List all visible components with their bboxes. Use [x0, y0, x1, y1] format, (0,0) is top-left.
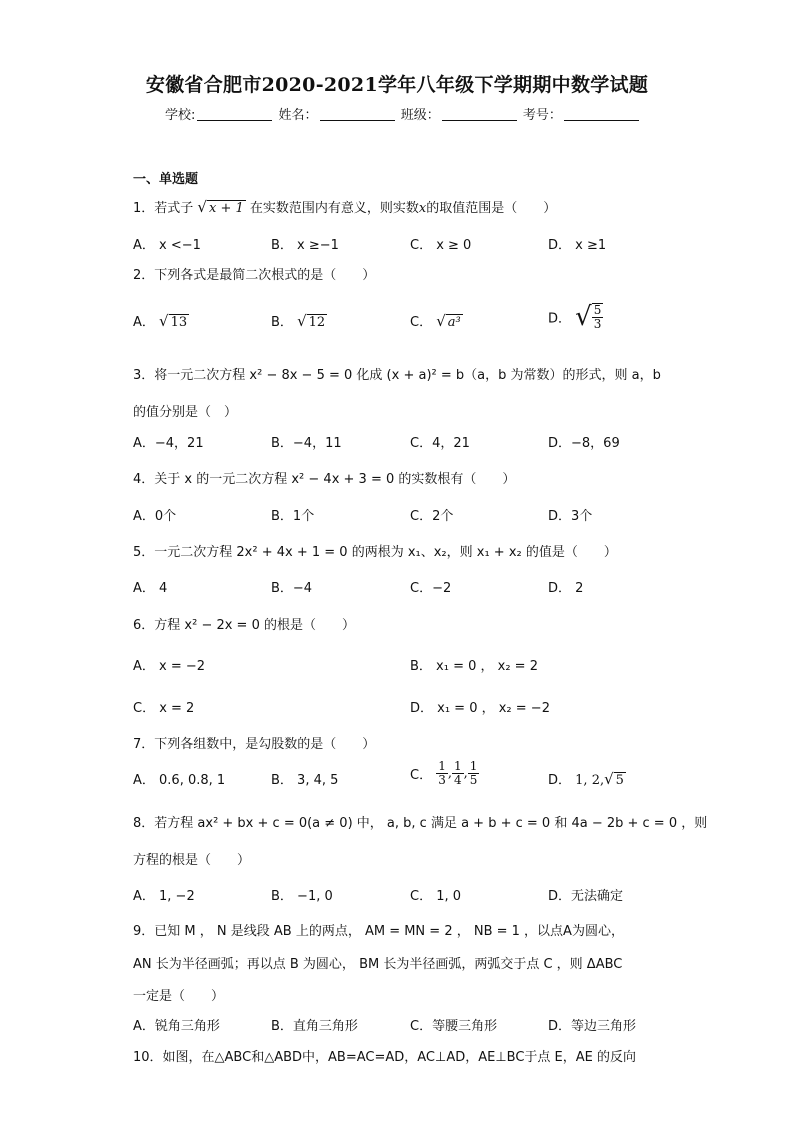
- fraction-1-5: $\frac{1}{5}$: [469, 759, 478, 787]
- denominator: 3: [593, 317, 602, 331]
- question-8-line2: 方程的根是（ ）: [133, 853, 251, 868]
- q9-option-b[interactable]: B．直角三角形: [271, 1019, 358, 1034]
- question-1: [133, 197, 556, 217]
- question-10: 10．如图，在△ABC和△ABD中，AB=AC=AD，AC⊥AD，AE⊥BC于点 E，AE 的反向: [133, 1050, 637, 1065]
- class-blank[interactable]: [442, 108, 517, 121]
- q5-option-d[interactable]: D． 2: [548, 581, 584, 596]
- q4-option-d[interactable]: D．3个: [548, 509, 593, 524]
- sqrt-sign: √: [436, 312, 446, 330]
- q6-option-b[interactable]: B． x₁ = 0 ， x₂ = 2: [410, 659, 538, 674]
- question-8-line1: 8．若方程 ax² + bx + c = 0(a ≠ 0) 中， a, b, c 满足 a + b + c = 0 和 4a − 2b + c = 0 ，则: [133, 816, 708, 831]
- q8-option-c[interactable]: C． 1, 0: [410, 889, 462, 904]
- numerator: 5: [593, 303, 602, 317]
- q1-text: 1．若式子: [133, 201, 194, 216]
- q4-option-c[interactable]: C．2个: [410, 509, 454, 524]
- q1-option-d[interactable]: D． x ≥1: [548, 238, 607, 253]
- q2-option-b[interactable]: [271, 311, 327, 331]
- name-blank[interactable]: [320, 108, 395, 121]
- q2-option-d[interactable]: [548, 302, 603, 332]
- q6-option-d[interactable]: D． x₁ = 0 ， x₂ = −2: [410, 701, 550, 716]
- q5-option-c[interactable]: C．−2: [410, 581, 452, 596]
- sqrt-sign: √: [197, 198, 207, 216]
- question-9-line1: 9．已知 M ， N 是线段 AB 上的两点， AM = MN = 2 ， NB = 1 ，以点A为圆心，: [133, 924, 624, 939]
- number-label: 考号：: [522, 108, 562, 123]
- q3-option-c[interactable]: C．4，21: [410, 436, 470, 451]
- q3-option-b[interactable]: B．−4，11: [271, 436, 342, 451]
- q1-radicand: x + 1: [208, 201, 244, 216]
- option-label: A．: [133, 315, 155, 330]
- q7-option-b[interactable]: B． 3, 4, 5: [271, 773, 339, 788]
- option-label: D．: [548, 773, 572, 788]
- q1-option-b[interactable]: B． x ≥−1: [271, 238, 339, 253]
- fraction: [592, 304, 604, 331]
- option-label: C．: [410, 315, 433, 330]
- q7-option-c[interactable]: C． $\frac{1}{3}$ , $\frac{1}{4}$ , $\frac{1}{5}$: [410, 759, 478, 787]
- q5-option-a[interactable]: A． 4: [133, 581, 168, 596]
- question-5: 5．一元二次方程 2x² + 4x + 1 = 0 的两根为 x₁、x₂，则 x₁ + x₂ 的值是（ ）: [133, 545, 617, 560]
- q1-var: x: [418, 201, 427, 216]
- student-info-line: [165, 104, 641, 123]
- sqrt-sign: √: [604, 770, 614, 788]
- fraction-1-4: $\frac{1}{4}$: [454, 759, 462, 787]
- name-label: 姓名：: [278, 108, 318, 123]
- q1-text-3: 的取值范围是（ ）: [426, 201, 557, 216]
- q8-option-a[interactable]: A． 1, −2: [133, 889, 195, 904]
- question-9-line3: 一定是（ ）: [133, 989, 225, 1004]
- q3-option-a[interactable]: A．−4，21: [133, 436, 204, 451]
- q1-option-a[interactable]: A． x <−1: [133, 238, 201, 253]
- option-text: 1, 2,: [575, 773, 605, 788]
- q8-option-b[interactable]: B． −1, 0: [271, 889, 333, 904]
- q1-option-c[interactable]: C． x ≥ 0: [410, 238, 472, 253]
- radicand: 5: [615, 773, 624, 788]
- school-label: 学校:: [165, 108, 196, 123]
- q3-option-d[interactable]: D．−8，69: [548, 436, 620, 451]
- option-label: D．: [548, 311, 572, 327]
- question-9-line2: AN 长为半径画弧；再以点 B 为圆心， BM 长为半径画弧，两弧交于点 C ，则 ΔABC: [133, 957, 623, 972]
- q7-option-d[interactable]: [548, 769, 626, 789]
- radicand: 13: [170, 315, 188, 330]
- number-blank[interactable]: [564, 108, 639, 121]
- q8-option-d[interactable]: D．无法确定: [548, 889, 624, 904]
- question-6: 6．方程 x² − 2x = 0 的根是（ ）: [133, 618, 355, 633]
- q5-option-b[interactable]: B．−4: [271, 581, 313, 596]
- q6-option-a[interactable]: A． x = −2: [133, 659, 206, 674]
- school-blank[interactable]: [197, 108, 272, 121]
- sqrt-sign: √: [159, 312, 169, 330]
- question-4: 4．关于 x 的一元二次方程 x² − 4x + 3 = 0 的实数根有（ ）: [133, 472, 516, 487]
- class-label: 班级：: [400, 108, 440, 123]
- q6-option-c[interactable]: C． x = 2: [133, 701, 195, 716]
- option-label: C．: [410, 768, 433, 783]
- q2-option-c[interactable]: [410, 311, 463, 331]
- option-label: B．: [271, 315, 293, 330]
- sqrt-sign: √: [575, 302, 592, 332]
- section-heading: 一、单选题: [133, 172, 199, 187]
- question-2: 2．下列各式是最简二次根式的是（ ）: [133, 268, 376, 283]
- question-3-line2: 的值分别是（ ）: [133, 405, 238, 420]
- q7-option-a[interactable]: A． 0.6, 0.8, 1: [133, 773, 226, 788]
- q9-option-c[interactable]: C．等腰三角形: [410, 1019, 498, 1034]
- sqrt-sign: √: [297, 312, 307, 330]
- question-7: 7．下列各组数中，是勾股数的是（ ）: [133, 737, 376, 752]
- radicand: 12: [308, 315, 326, 330]
- q9-option-a[interactable]: A．锐角三角形: [133, 1019, 220, 1034]
- question-3-line1: 3．将一元二次方程 x² − 8x − 5 = 0 化成 (x + a)² = b（a，b 为常数）的形式，则 a，b: [133, 368, 661, 383]
- q4-option-a[interactable]: A．0个: [133, 509, 177, 524]
- page-title: 安徽省合肥市2020-2021学年八年级下学期期中数学试题: [145, 74, 649, 96]
- q1-text-2: 在实数范围内有意义，则实数: [249, 201, 419, 216]
- q4-option-b[interactable]: B．1个: [271, 509, 315, 524]
- radicand: a³: [447, 315, 461, 330]
- q9-option-d[interactable]: D．等边三角形: [548, 1019, 637, 1034]
- q2-option-a[interactable]: [133, 311, 189, 331]
- fraction-1-3: $\frac{1}{3}$: [438, 759, 446, 787]
